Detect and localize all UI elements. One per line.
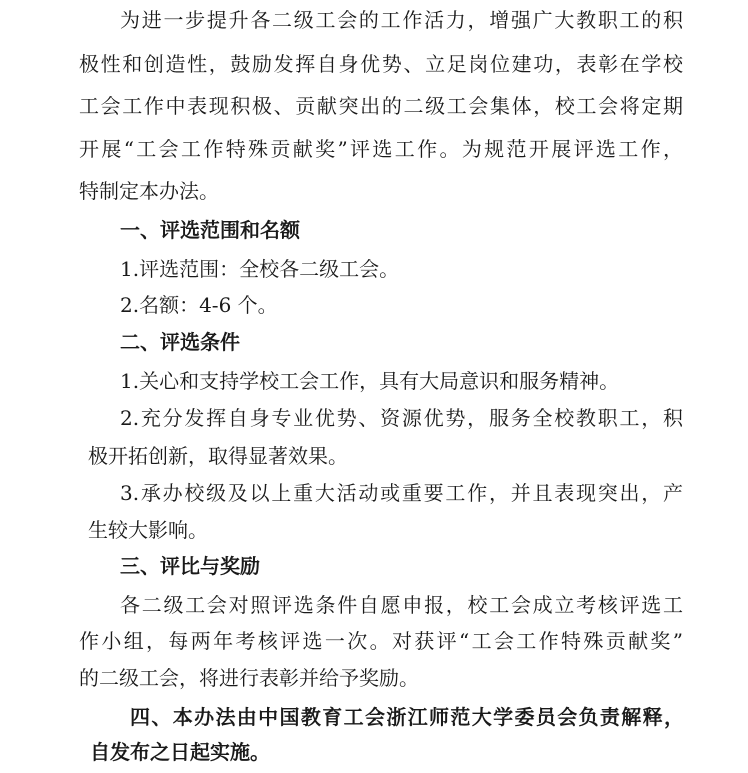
section-4-line-1: 四、本办法由中国教育工会浙江师范大学委员会负责解释， [130,705,684,729]
section-2-item-2-line-2: 极开拓创新，取得显著效果。 [88,444,348,468]
section-3-heading: 三、评比与奖励 [120,554,260,578]
section-3-line-1: 各二级工会对照评选条件自愿申报，校工会成立考核评选工 [120,593,683,617]
section-2-heading: 二、评选条件 [120,330,240,354]
section-1-heading: 一、评选范围和名额 [120,218,300,242]
section-2-item-2-line-1: 2.充分发挥自身专业优势、资源优势，服务全校教职工，积 [120,406,683,430]
intro-line-4: 开展“工会工作特殊贡献奖”评选工作。为规范开展评选工作， [79,137,683,161]
section-2-item-1: 1.关心和支持学校工会工作，具有大局意识和服务精神。 [120,369,620,393]
section-1-item-1: 1.评选范围：全校各二级工会。 [120,257,400,281]
intro-line-5: 特制定本办法。 [79,179,219,203]
section-1-item-2: 2.名额：4-6 个。 [120,293,278,317]
section-4-line-2: 自发布之日起实施。 [90,740,270,764]
intro-line-1: 为进一步提升各二级工会的工作活力，增强广大教职工的积 [120,8,683,32]
intro-line-2: 极性和创造性，鼓励发挥自身优势、立足岗位建功，表彰在学校 [79,52,683,76]
section-3-line-3: 的二级工会，将进行表彰并给予奖励。 [79,666,419,690]
intro-line-3: 工会工作中表现积极、贡献突出的二级工会集体，校工会将定期 [79,94,683,118]
section-3-line-2: 作小组，每两年考核评选一次。对获评“工会工作特殊贡献奖” [79,629,683,653]
section-2-item-3-line-1: 3.承办校级及以上重大活动或重要工作，并且表现突出，产 [120,481,683,505]
section-2-item-3-line-2: 生较大影响。 [88,518,208,542]
